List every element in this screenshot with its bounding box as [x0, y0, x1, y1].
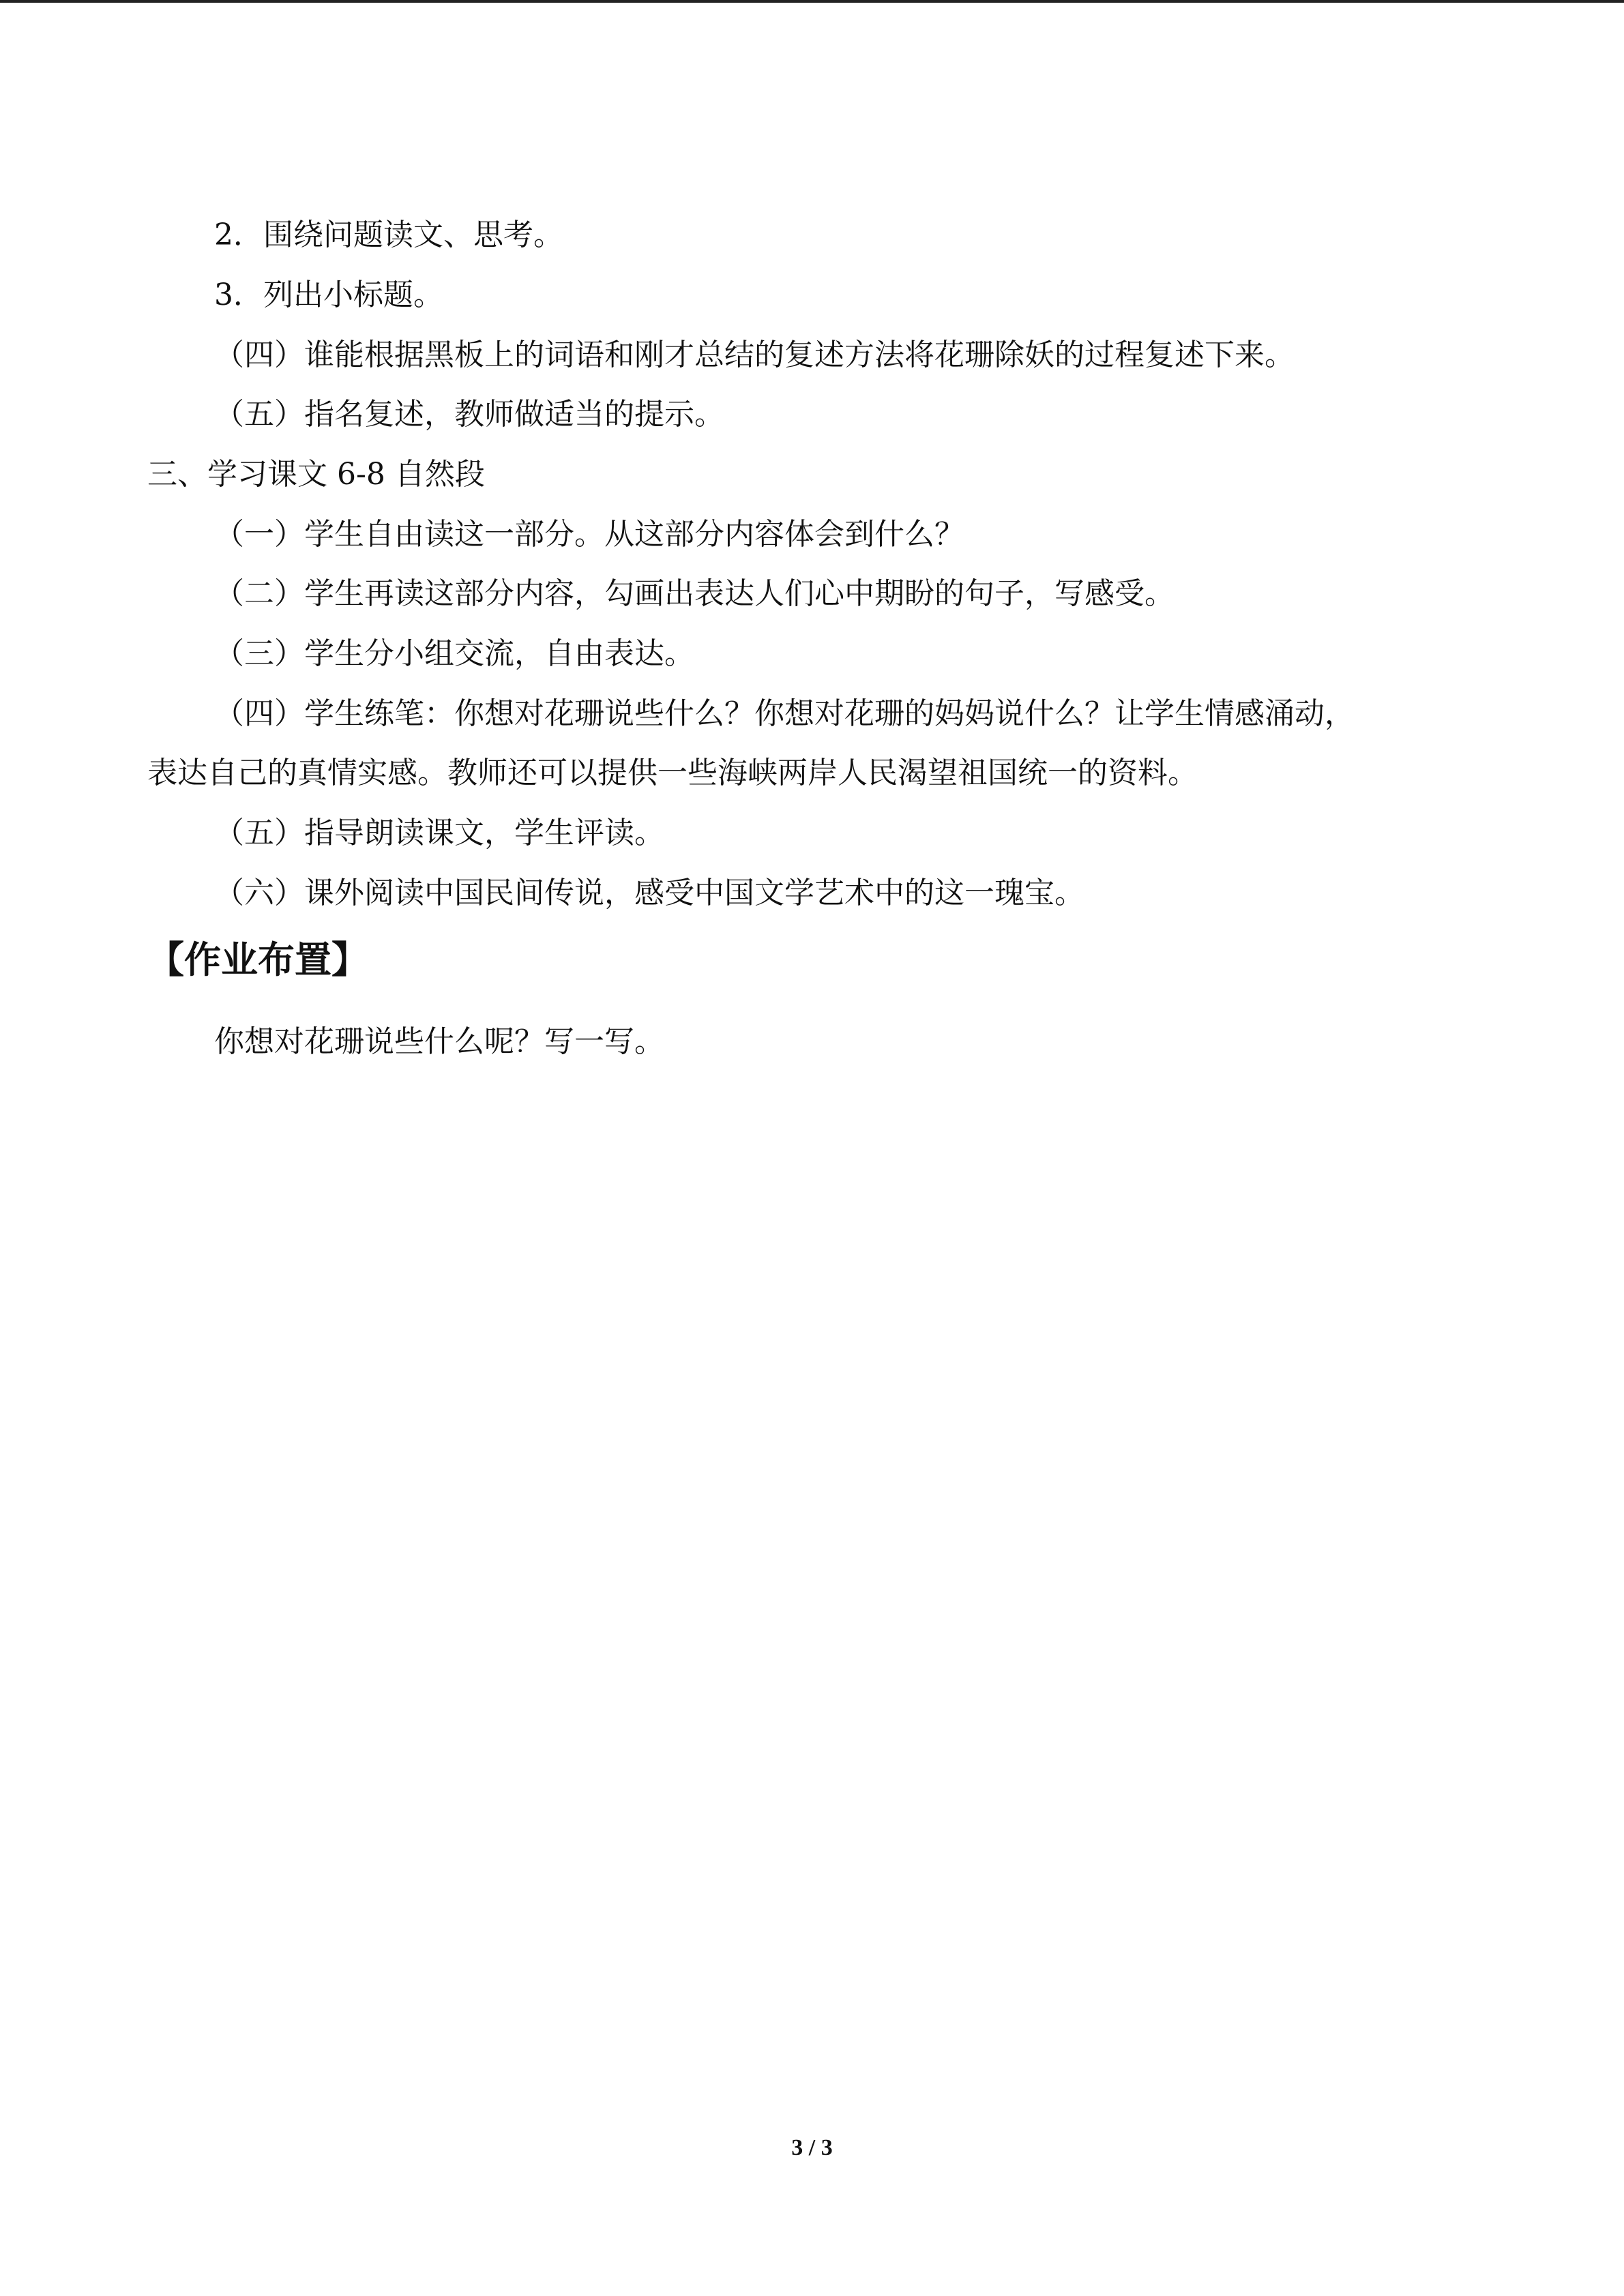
- paragraph-retell-process: （四）谁能根据黑板上的词语和刚才总结的复述方法将花珊除妖的过程复述下来。: [214, 338, 1295, 372]
- homework-heading: 【作业布置】: [147, 938, 368, 981]
- page-number: 3 / 3: [791, 2135, 833, 2160]
- paragraph-group-discussion: （三）学生分小组交流，自由表达。: [214, 636, 694, 671]
- paragraph-writing-practice-continued: 表达自己的真情实感。教师还可以提供一些海峡两岸人民渴望祖国统一的资料。: [147, 756, 1198, 790]
- page-top-border: [0, 0, 1624, 3]
- paragraph-writing-practice: （四）学生练笔：你想对花珊说些什么？你想对花珊的妈妈说什么？让学生情感涌动，: [214, 696, 1355, 731]
- paragraph-extracurricular-reading: （六）课外阅读中国民间传说，感受中国文学艺术中的这一瑰宝。: [214, 876, 1084, 910]
- paragraph-assigned-retelling: （五）指名复述，教师做适当的提示。: [214, 397, 724, 432]
- paragraph-reread: （二）学生再读这部分内容，勾画出表达人们心中期盼的句子，写感受。: [214, 576, 1175, 611]
- paragraph-reading-aloud: （五）指导朗读课文，学生评读。: [214, 816, 664, 850]
- paragraph-step-2: 2．围绕问题读文、思考。: [214, 218, 563, 252]
- paragraph-free-reading: （一）学生自由读这一部分。从这部分内容体会到什么？: [214, 517, 964, 552]
- section-heading-three: 三、学习课文 6-8 自然段: [147, 457, 485, 492]
- homework-text: 你想对花珊说些什么呢？写一写。: [214, 1024, 664, 1059]
- paragraph-step-3: 3．列出小标题。: [214, 278, 443, 312]
